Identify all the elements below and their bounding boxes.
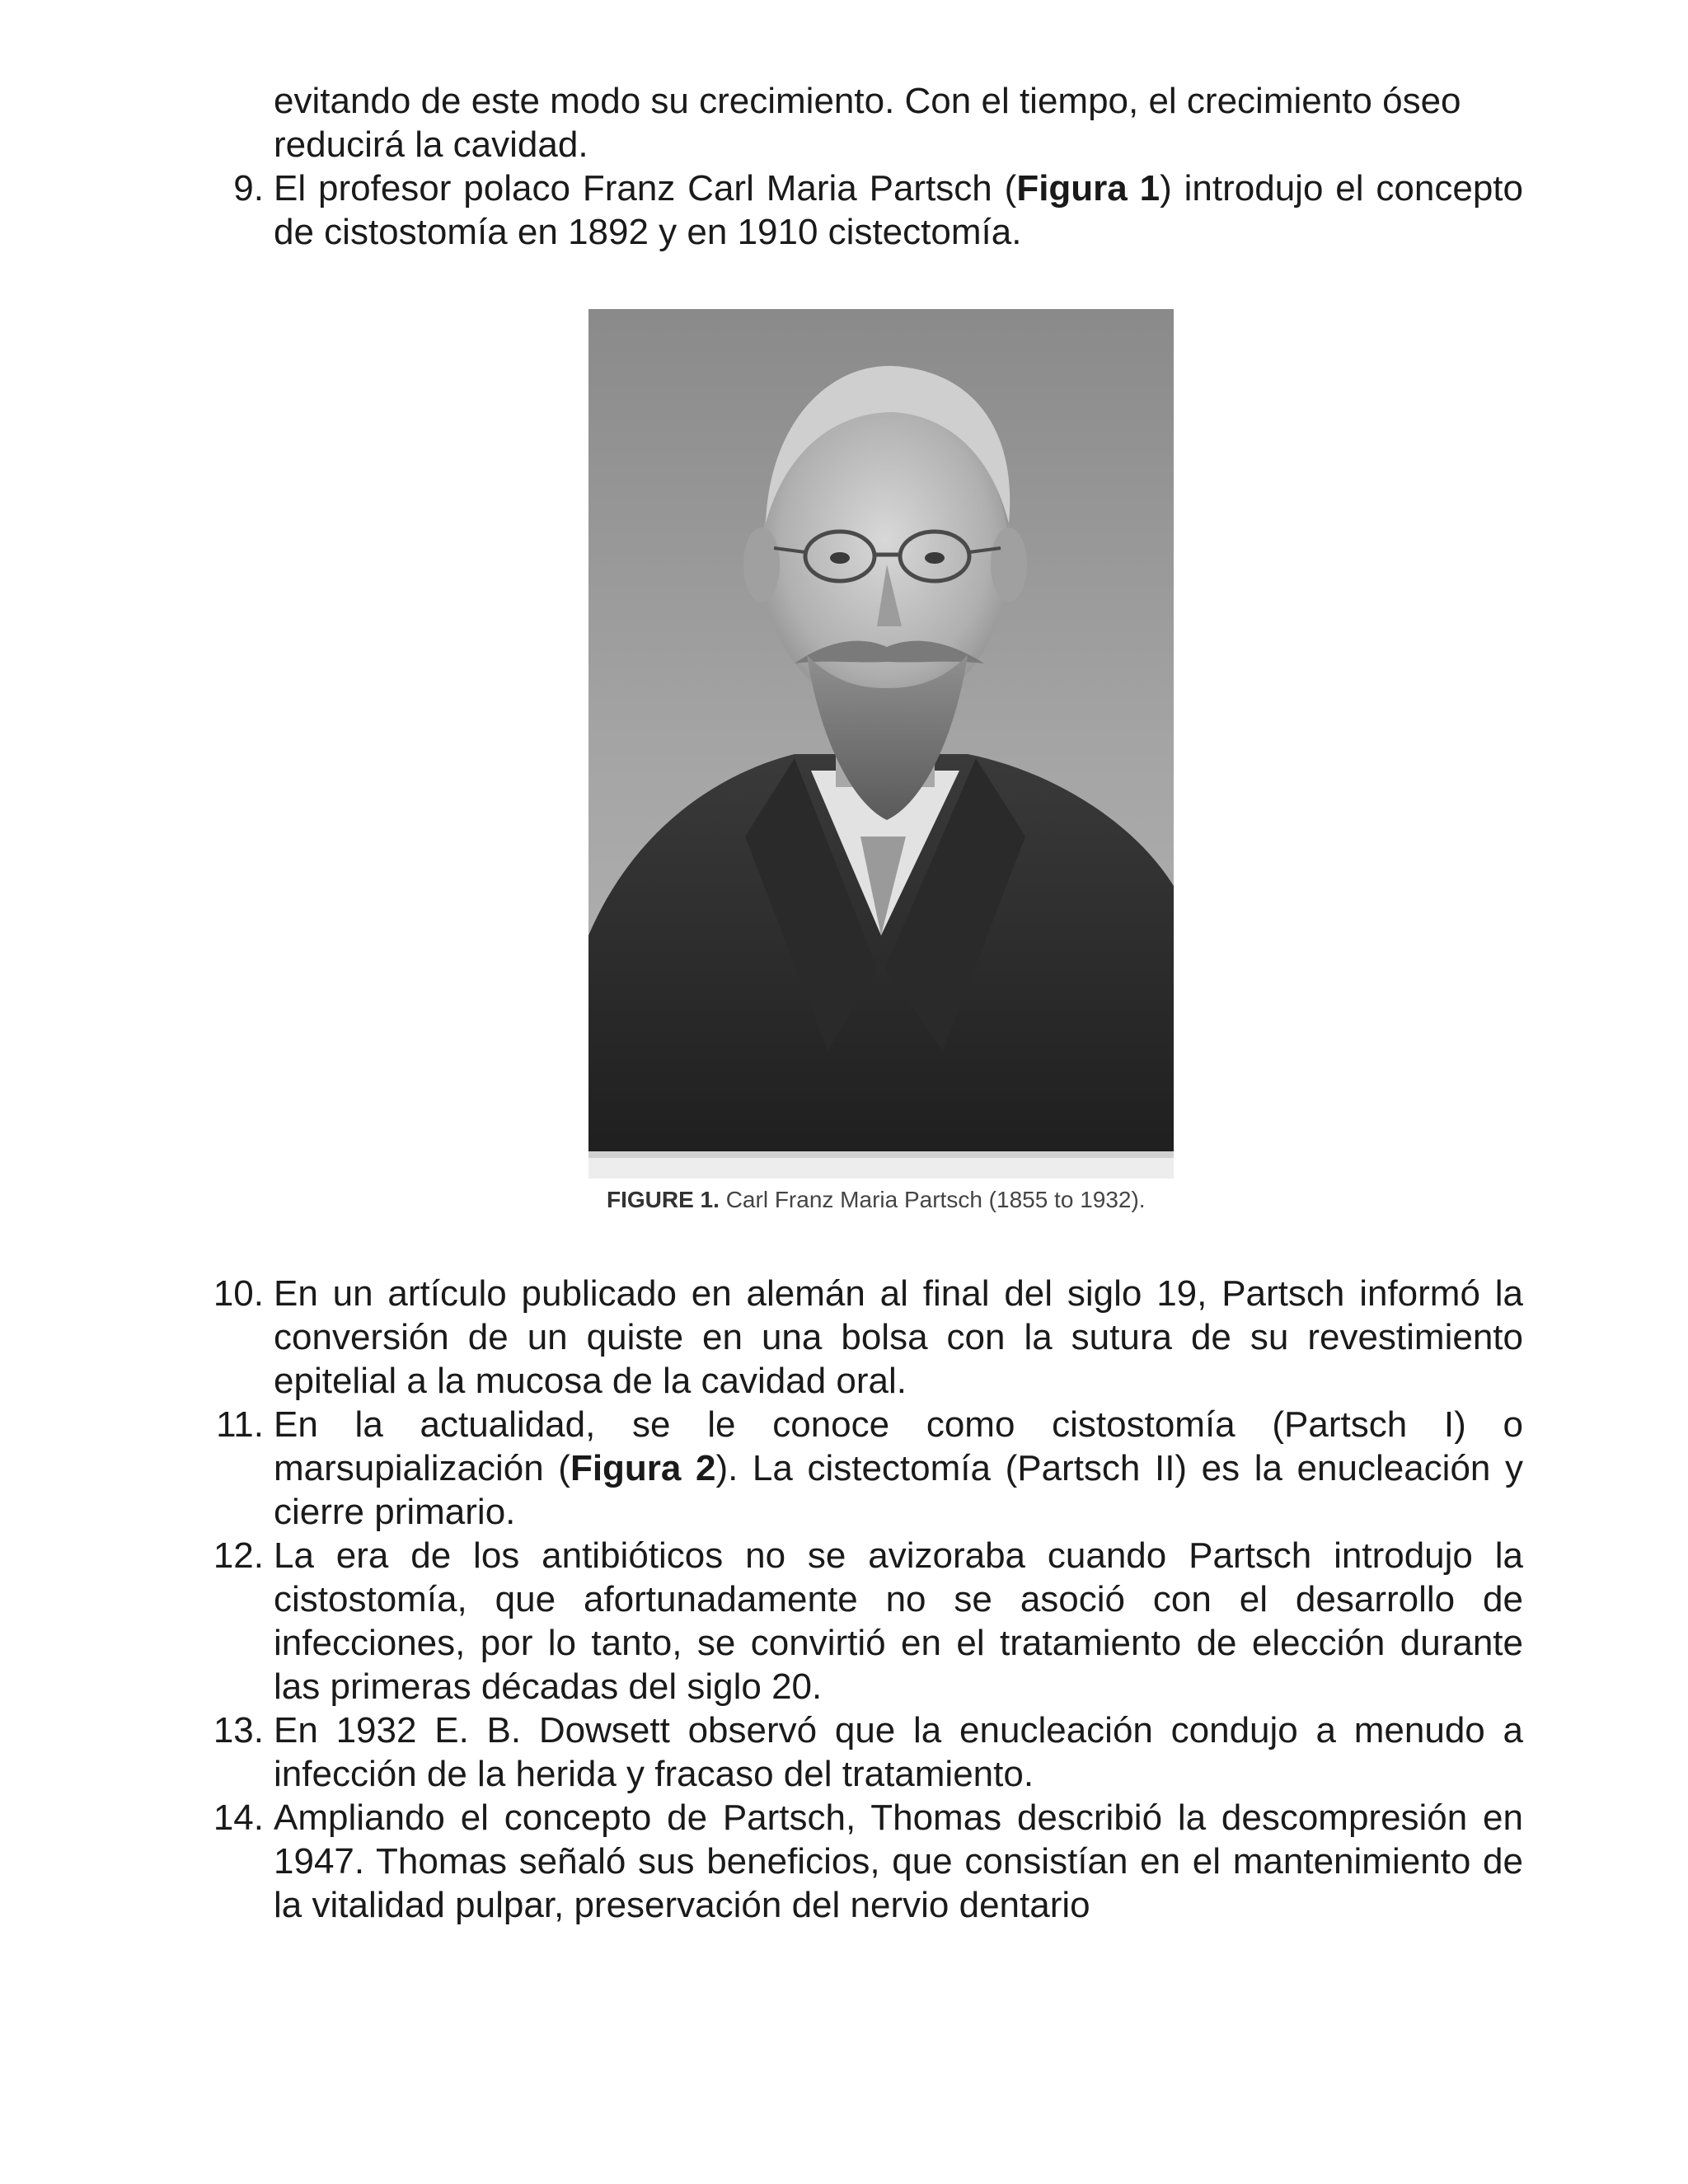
list-item-text: ) introdujo el concepto de cistostomía en 1892 y en 1910 cistectomía.: [274, 168, 1523, 252]
portrait-illustration: [588, 309, 1174, 1179]
list-item-text: La era de los antibióticos no se avizoraba cuando Partsch introdujo la cistostomía, que afortunadamente no se asoció con el desarrollo de infecciones, por lo tanto, se convirtió en el tratamiento de elección durante las primeras décadas del siglo 20.: [274, 1535, 1523, 1707]
list-item-text: En 1932 E. B. Dowsett observó que la enucleación condujo a menudo a infección de la herida y fracaso del tratamiento.: [274, 1710, 1523, 1794]
figure-caption-label: FIGURE 1.: [607, 1187, 720, 1212]
list-number: 11.: [216, 1404, 264, 1445]
list-item-10: [204, 1272, 1523, 1403]
list-number: 13.: [213, 1710, 264, 1750]
text-block-top: [204, 79, 1523, 254]
list-item-text: En la actualidad, se le conoce como cistostomía (Partsch I) o marsupialización (: [274, 1404, 1523, 1488]
text-block-bottom: [204, 1272, 1523, 1927]
list-number: 10.: [213, 1273, 264, 1314]
list-item-9: [204, 166, 1523, 254]
continued-line-2: reducirá la cavidad.: [274, 124, 588, 165]
list-item-14: [204, 1796, 1523, 1927]
list-item-text: ). La cistectomía (Partsch II) es la enucleación y cierre primario.: [274, 1448, 1523, 1532]
list-item-11: [204, 1403, 1523, 1534]
list-number: 12.: [213, 1535, 264, 1576]
list-number: 9.: [233, 168, 264, 209]
portrait-photo: [588, 309, 1174, 1179]
list-number: 14.: [213, 1797, 264, 1838]
figure-reference: Figura 1: [1016, 168, 1160, 209]
list-item-12: [204, 1534, 1523, 1708]
continued-paragraph: [204, 79, 1523, 166]
continued-line-1: evitando de este modo su crecimiento. Con el tiempo, el crecimiento óseo: [274, 81, 1461, 121]
list-item-text: El profesor polaco Franz Carl Maria Partsch (: [274, 168, 1017, 209]
figure-reference: Figura 2: [570, 1448, 716, 1488]
list-item-13: [204, 1708, 1523, 1796]
list-item-text: Ampliando el concepto de Partsch, Thomas describió la descompresión en 1947. Thomas señaló sus beneficios, que consistían en el mantenimiento de la vitalidad pulpar, preservación del nervio dentario: [274, 1797, 1523, 1925]
figure-caption: [607, 1187, 1184, 1213]
list-item-text: En un artículo publicado en alemán al final del siglo 19, Partsch informó la conversión de un quiste en una bolsa con la sutura de su revestimiento epitelial a la mucosa de la cavidad oral.: [274, 1273, 1523, 1401]
figure-caption-text: Carl Franz Maria Partsch (1855 to 1932).: [725, 1187, 1146, 1212]
